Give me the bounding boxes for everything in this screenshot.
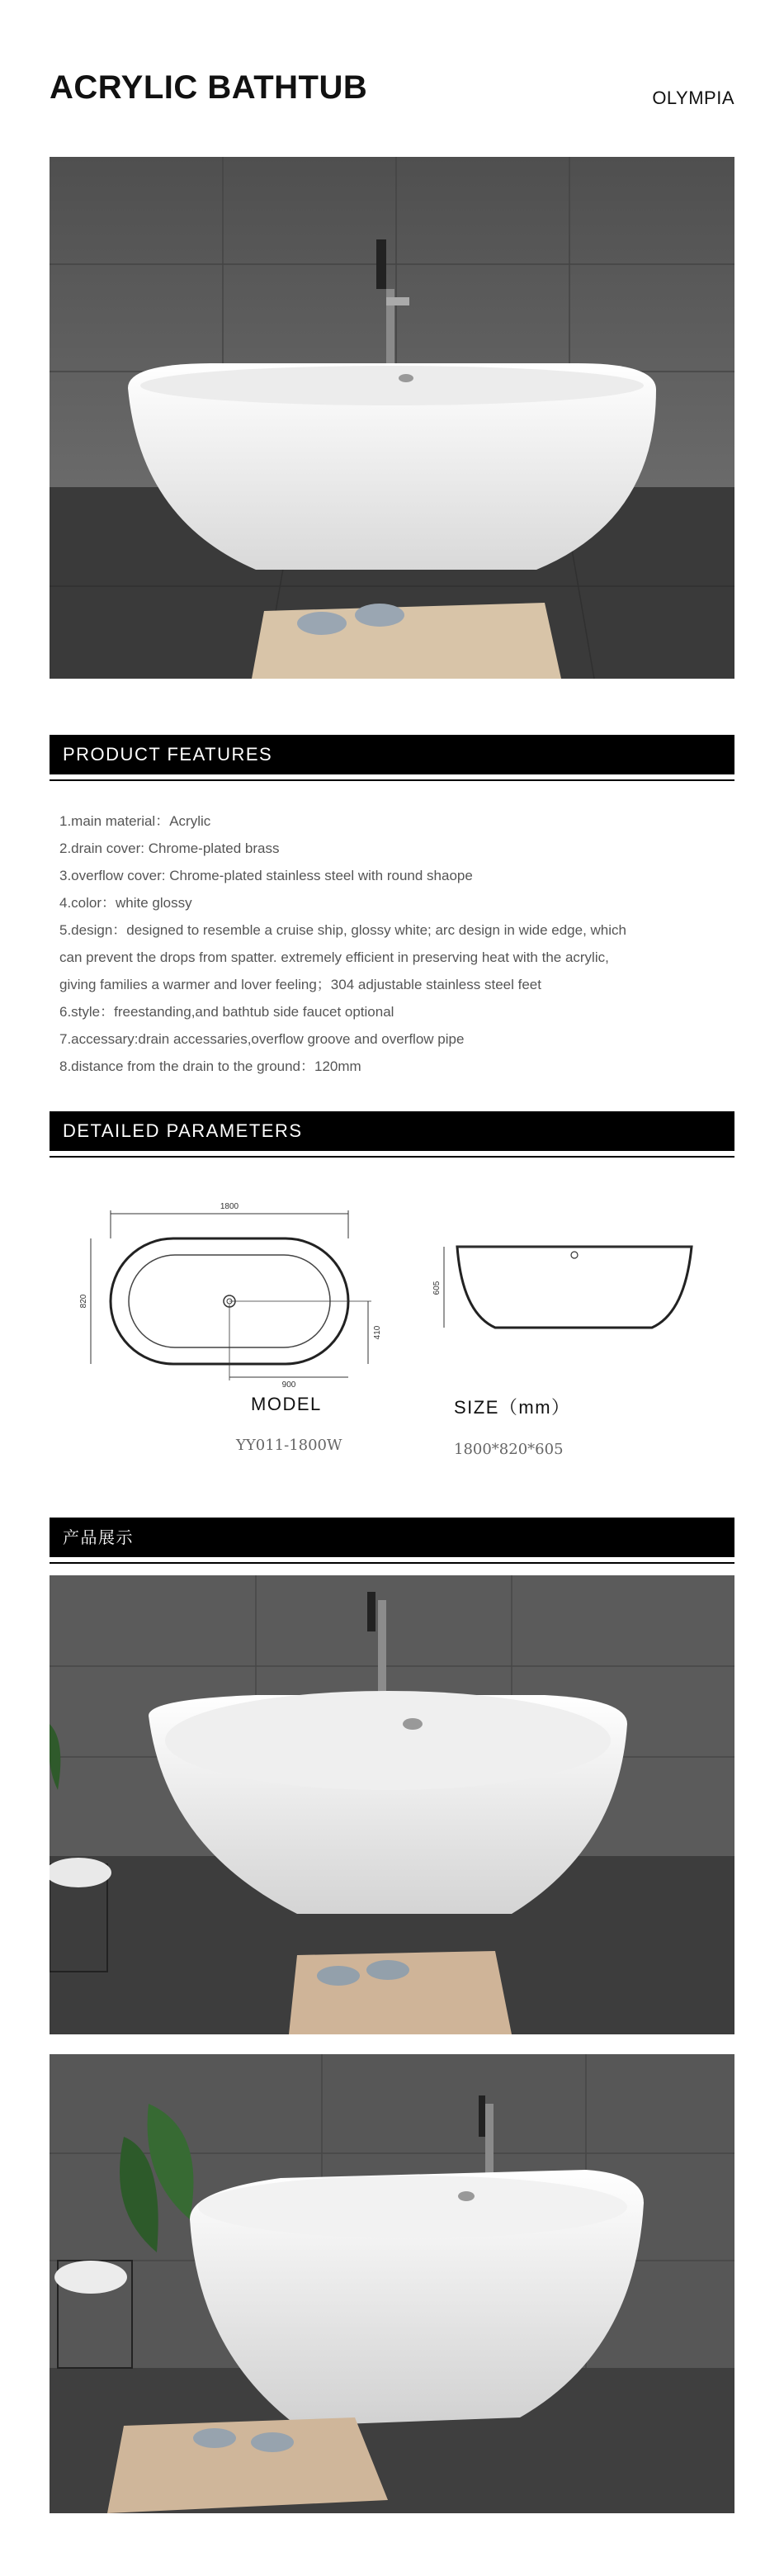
feature-line: 1.main material：Acrylic: [59, 813, 211, 829]
feature-line: 6.style：freestanding,and bathtub side faucet optional: [59, 1004, 394, 1020]
page-title: ACRYLIC BATHTUB: [50, 69, 368, 106]
feature-line: 3.overflow cover: Chrome-plated stainless steel with round shaope: [59, 868, 473, 883]
gallery-photo-2: [50, 2054, 734, 2513]
dimension-diagram: [50, 1189, 734, 1387]
model-value: YY011-1800W: [236, 1437, 342, 1454]
feature-line: 5.design：designed to resemble a cruise ship, glossy white; arc design in wide edge, which: [59, 922, 626, 938]
feature-line: 2.drain cover: Chrome-plated brass: [59, 841, 280, 856]
model-column: [206, 1394, 342, 1454]
side-view-outline: [457, 1247, 692, 1328]
features-section-title: PRODUCT FEATURES: [63, 744, 273, 765]
features-divider: [50, 779, 734, 781]
hero-product-photo: [50, 157, 734, 679]
size-value: 1800*820*605: [454, 1441, 564, 1458]
feature-line: 8.distance from the drain to the ground：120mm: [59, 1058, 361, 1074]
features-section-bar: [50, 735, 734, 774]
brand-name: OLYMPIA: [652, 88, 734, 108]
model-heading: MODEL: [251, 1394, 322, 1414]
page-header: [50, 66, 734, 116]
parameters-divider: [50, 1156, 734, 1158]
size-heading: SIZE（mm）: [454, 1397, 571, 1418]
size-column: [454, 1394, 571, 1458]
feature-line: 4.color：white glossy: [59, 895, 192, 911]
gallery-section-title: 产品展示: [63, 1527, 134, 1547]
height-label: 605: [432, 1281, 442, 1295]
features-list: [59, 807, 711, 1080]
width-label: 820: [79, 1294, 88, 1309]
gallery-divider: [50, 1562, 734, 1564]
parameters-section-bar: [50, 1111, 734, 1151]
feature-line: giving families a warmer and lover feeling；304 adjustable stainless steel feet: [59, 977, 541, 992]
feature-line: 7.accessary:drain accessaries,overflow groove and overflow pipe: [59, 1031, 465, 1047]
drain-side-label: 410: [373, 1325, 382, 1340]
length-label: 1800: [220, 1202, 239, 1211]
drain-offset-label: 900: [281, 1380, 296, 1387]
gallery-photo-1: [50, 1575, 734, 2034]
parameters-section-title: DETAILED PARAMETERS: [63, 1120, 303, 1141]
feature-line: can prevent the drops from spatter. extremely efficient in preserving heat with the acrylic,: [59, 949, 609, 965]
overflow-circle: [571, 1252, 578, 1258]
gallery-section-bar: [50, 1518, 734, 1557]
